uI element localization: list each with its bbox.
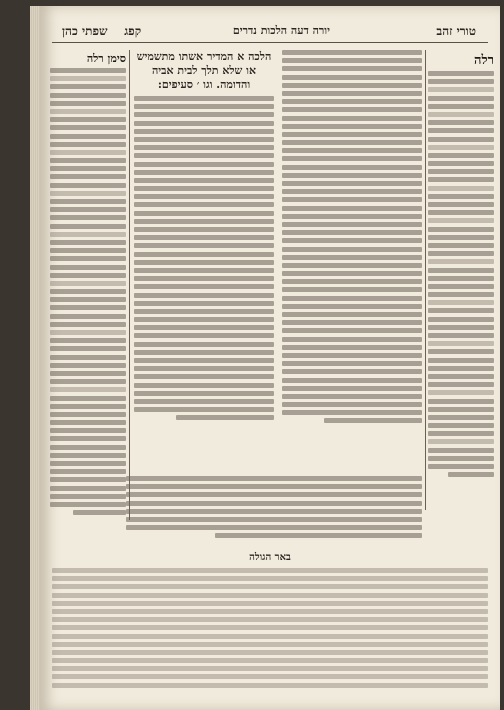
left-commentary-column — [50, 50, 126, 520]
header-rule — [52, 42, 488, 43]
right-commentary-column — [428, 50, 494, 510]
bottom-commentary — [52, 568, 488, 688]
column-divider — [425, 50, 426, 510]
right-running-head: טורי זהב — [436, 24, 476, 38]
left-running-head — [62, 24, 141, 39]
main-text-left-column — [134, 50, 274, 470]
column-divider — [129, 50, 130, 520]
page-number: קפג — [124, 24, 142, 38]
commentary-title: באר הגולה — [249, 552, 291, 563]
left-column-heading: סימן רלה — [86, 52, 126, 65]
left-title: שפתי כהן — [62, 24, 108, 38]
lower-commentary-band — [126, 476, 422, 546]
main-text-right-column — [282, 50, 422, 450]
center-running-head: יורה דעה הלכות נדרים — [232, 24, 330, 37]
book-page — [40, 6, 500, 710]
section-title: הלכה א המדיר אשתו מתשמיש או שלא תלך לבית אביה והדומה. וגו ׳ סעיפים: — [136, 50, 272, 91]
lead-letter: רלה — [474, 53, 494, 68]
